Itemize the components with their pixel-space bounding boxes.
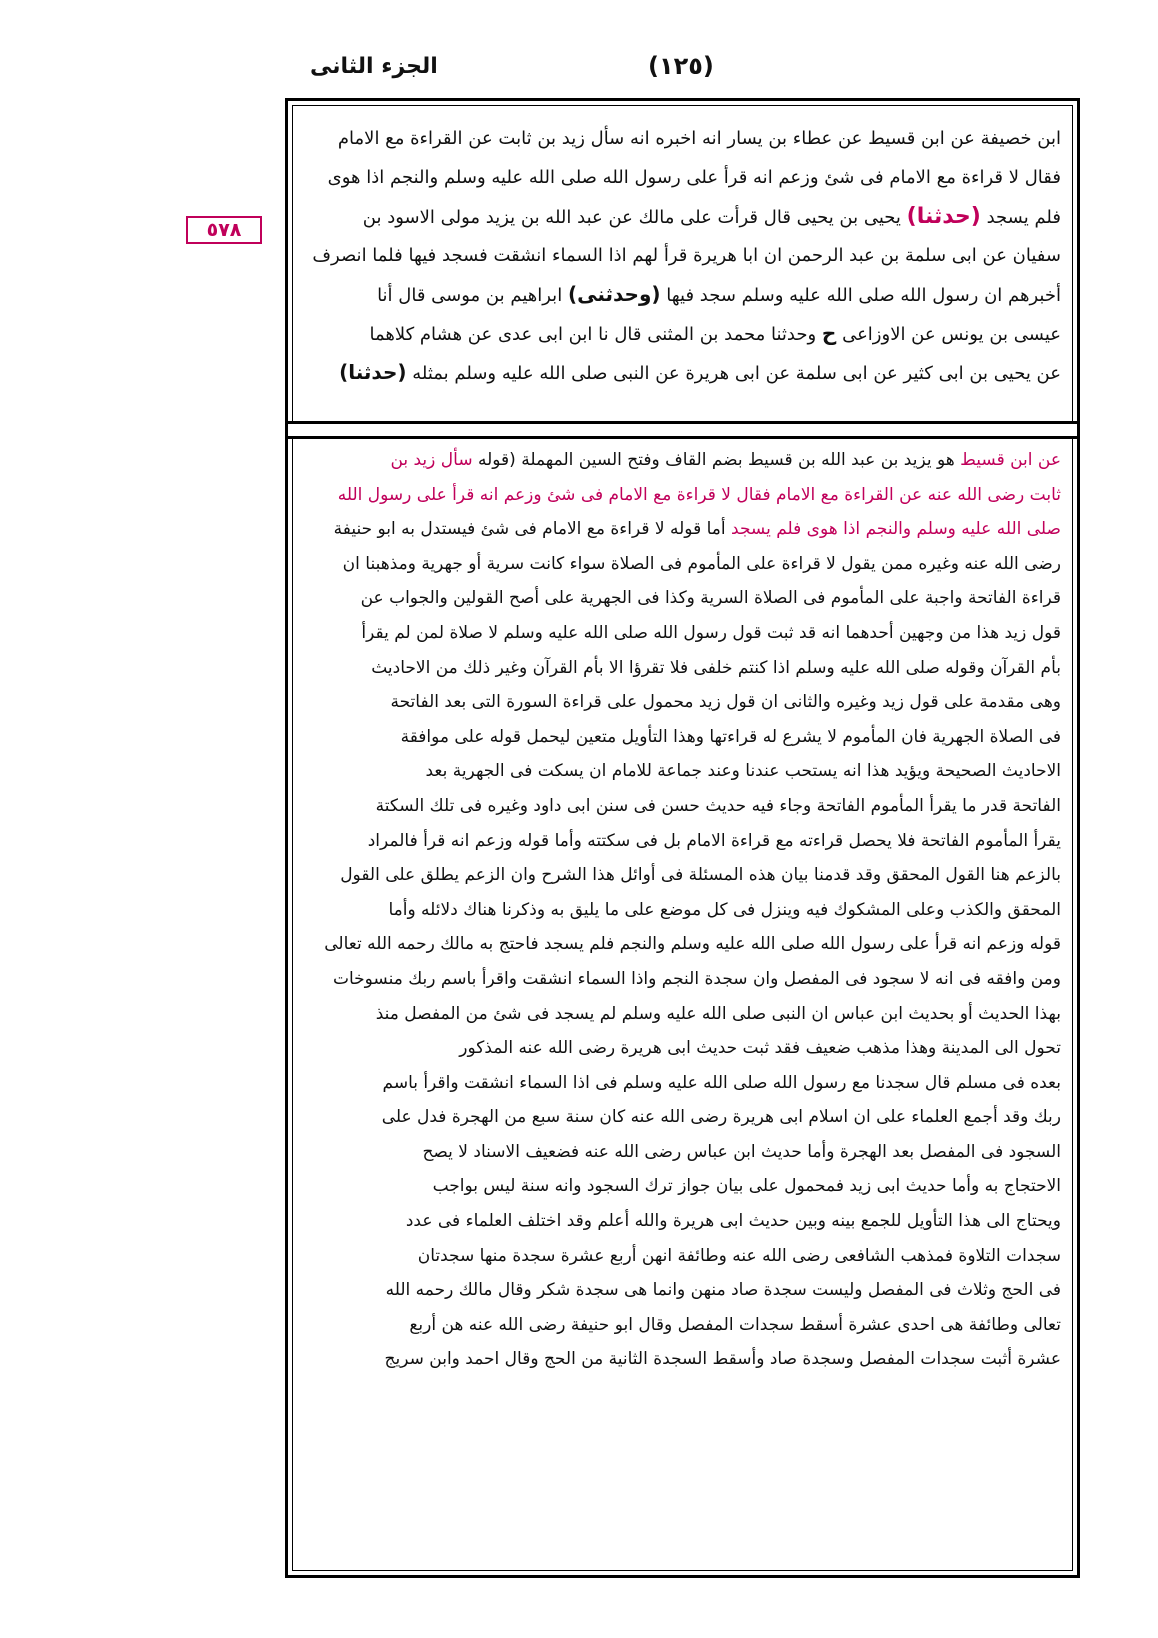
sharh-line xyxy=(304,443,1061,478)
matn-text: وحدثنا محمد بن المثنى قال نا ابن ابى عدى عن هشام كلاهما xyxy=(369,324,817,345)
sharh-line: بعده فى مسلم قال سجدنا مع رسول الله صلى الله عليه وسلم فى اذا السماء انشقت واقرأ باسم xyxy=(382,1072,1061,1093)
matn-text: ابراهيم بن موسى قال أنا xyxy=(377,285,563,306)
sharh-line: وهى مقدمة على قول زيد وغيره والثانى ان قول زيد محمول على قراءة السورة التى بعد الفاتحة xyxy=(390,692,1061,713)
matn-text: أخبرهم ان رسول الله صلى الله عليه وسلم سجد فيها xyxy=(666,285,1061,306)
sharh-line: ربك وقد أجمع العلماء على ان اسلام ابى هريرة رضى الله عنه كان سنة سبع من الهجرة فدل على xyxy=(381,1107,1061,1128)
sharh-line: الاحتجاج به وأما حديث ابى زيد فمحمول على بيان جواز ترك السجود وانه سنة ليس بواجب xyxy=(432,1176,1061,1197)
sharh-line: قول زيد هذا من وجهين أحدهما انه قد ثبت قول رسول الله صلى الله عليه وسلم لا صلاة لمن لم يقرأ xyxy=(361,622,1061,643)
sharh-line: بهذا الحديث أو بحديث ابن عباس ان النبى صلى الله عليه وسلم لم يسجد فى شئ من المفصل منذ xyxy=(375,1003,1061,1024)
sharh-line: ويحتاج الى هذا التأويل للجمع بينه وبين حديث ابى هريرة والله أعلم وقد اختلف العلماء فى عدد xyxy=(405,1211,1061,1232)
lemma: صلى الله عليه وسلم والنجم اذا هوى فلم يسجد xyxy=(731,519,1061,540)
commentary-text xyxy=(304,443,1061,1377)
haddathana-marker: (حدثنا) xyxy=(906,204,981,229)
matn-line: فقال لا قراءة مع الامام فى شئ وزعم انه قرأ على رسول الله صلى الله عليه وسلم والنجم اذا هوى xyxy=(327,167,1061,188)
matn-line: سفيان عن ابى سلمة بن عبد الرحمن ان ابا هريرة قرأ لهم اذا السماء انشقت فسجد فيها فلما انصرف xyxy=(312,245,1061,266)
sharh-line: قراءة الفاتحة واجبة على المأموم فى الصلاة السرية وكذا فى الجهرية على أصح القولين والجواب عن xyxy=(360,588,1061,609)
sharh-line: رضى الله عنه وغيره ممن يقول لا قراءة على المأموم فى الصلاة سواء كانت سرية أو جهرية ومذهبنا ان xyxy=(342,553,1061,574)
hadith-text xyxy=(304,119,1061,392)
sharh-line: يقرأ المأموم الفاتحة فلا يحصل قراءته مع قراءة الامام بل فى سكتته وأما قوله وزعم انه قرأ فالمراد xyxy=(367,830,1061,851)
sharh-line: قوله وزعم انه قرأ على رسول الله صلى الله عليه وسلم والنجم فلم يسجد فاحتج به مالك رحمه الله تعالى xyxy=(324,934,1061,955)
matn-text: عن يحيى بن ابى كثير عن ابى سلمة عن ابى هريرة عن النبى صلى الله عليه وسلم بمثله xyxy=(412,363,1061,384)
hadith-number-badge: ٥٧٨ xyxy=(186,216,262,244)
sharh-line: ومن وافقه فى انه لا سجود فى المفصل وان سجدة النجم واذا السماء انشقت واقرأ باسم ربك منسوخات xyxy=(332,968,1061,989)
matn-text: يحيى بن يحيى قال قرأت على مالك عن عبد الله بن يزيد مولى الاسود بن xyxy=(362,207,901,228)
matn-text: عيسى بن يونس عن الاوزاعى xyxy=(842,324,1061,345)
matn-line xyxy=(304,353,1061,392)
sharh-line: سجدات التلاوة فمذهب الشافعى رضى الله عنه وطائفة انهن أربع عشرة سجدة منها سجدتان xyxy=(417,1245,1061,1266)
matn-line xyxy=(304,197,1061,236)
matn-line: ابن خصيفة عن ابن قسيط عن عطاء بن يسار انه اخبره انه سأل زيد بن ثابت عن القراءة مع الامام xyxy=(337,128,1061,149)
lemma: عن ابن قسيط xyxy=(960,450,1061,470)
sharh-line: الاحاديث الصحيحة ويؤيد هذا انه يستحب عندنا وعند جماعة للامام ان يسكت فى الجهرية بعد xyxy=(425,761,1061,782)
sharh-text: (قوله xyxy=(477,450,516,470)
sharh-line: عشرة أثبت سجدات المفصل وسجدة صاد وأسقط السجدة الثانية من الحج وقال احمد وابن سريج xyxy=(384,1349,1061,1370)
page-header xyxy=(0,52,1158,92)
lemma: سأل زيد بن xyxy=(390,450,473,470)
sharh-line: بأم القرآن وقوله صلى الله عليه وسلم اذا كنتم خلفى فلا تقرؤا الا بأم القرآن وغير ذلك من الاحاديث xyxy=(371,657,1061,678)
haddathana-marker: (حدثنا) xyxy=(339,360,407,384)
matn-line xyxy=(304,275,1061,314)
sharh-line: السجود فى المفصل بعد الهجرة وأما حديث ابن عباس رضى الله عنه فضعيف الاسناد لا يصح xyxy=(422,1141,1061,1162)
text-frame xyxy=(285,98,1080,1578)
sharh-line: فى الحج وثلاث فى المفصل وليست سجدة صاد منهن وانما هى سجدة شكر وقال مالك رحمه الله xyxy=(385,1280,1061,1301)
volume-title: الجزء الثانى xyxy=(310,54,438,79)
sharh-line: تعالى وطائفة هى احدى عشرة أسقط سجدات المفصل وقال ابو حنيفة رضى الله عنه هن أربع xyxy=(409,1314,1061,1335)
sharh-line: الفاتحة قدر ما يقرأ المأموم الفاتحة وجاء فيه حديث حسن فى سنن ابى داود وغيره فى تلك السكتة xyxy=(375,795,1061,816)
sharh-line: تحول الى المدينة وهذا مذهب ضعيف فقد ثبت حديث ابى هريرة رضى الله عنه المذكور xyxy=(459,1038,1061,1059)
sharh-line: بالزعم هنا القول المحقق وقد قدمنا بيان هذه المسئلة فى أوائل هذا الشرح وان الزعم يطلق على القول xyxy=(340,865,1061,886)
sharh-text: أما قوله لا قراءة مع الامام فى شئ فيستدل به ابو حنيفة xyxy=(333,519,726,540)
tahwil-marker: ح xyxy=(821,321,837,345)
haddathani-marker: (وحدثنى) xyxy=(567,282,661,306)
sharh-line: فى الصلاة الجهرية فان المأموم لا يشرع له قراءتها وهذا التأويل متعين ليحمل قوله على موافقة xyxy=(400,726,1061,747)
sharh-text: هو يزيد بن عبد الله بن قسيط بضم القاف وفتح السين المهملة xyxy=(521,450,955,470)
sharh-line xyxy=(304,512,1061,547)
sharh-line-lemma: ثابت رضى الله عنه عن القراءة مع الامام فقال لا قراءة مع الامام فى شئ وزعم انه قرأ على رسول الله xyxy=(337,484,1061,505)
matn-line xyxy=(304,314,1061,353)
sharh-line: المحقق والكذب وعلى المشكوك فيه وينزل فى كل موضع على ما يليق به وذكرنا هناك دلائله وأما xyxy=(388,899,1061,920)
page-number: (١٢٥) xyxy=(648,52,714,80)
section-divider xyxy=(288,421,1077,439)
matn-text: فلم يسجد xyxy=(986,207,1061,228)
